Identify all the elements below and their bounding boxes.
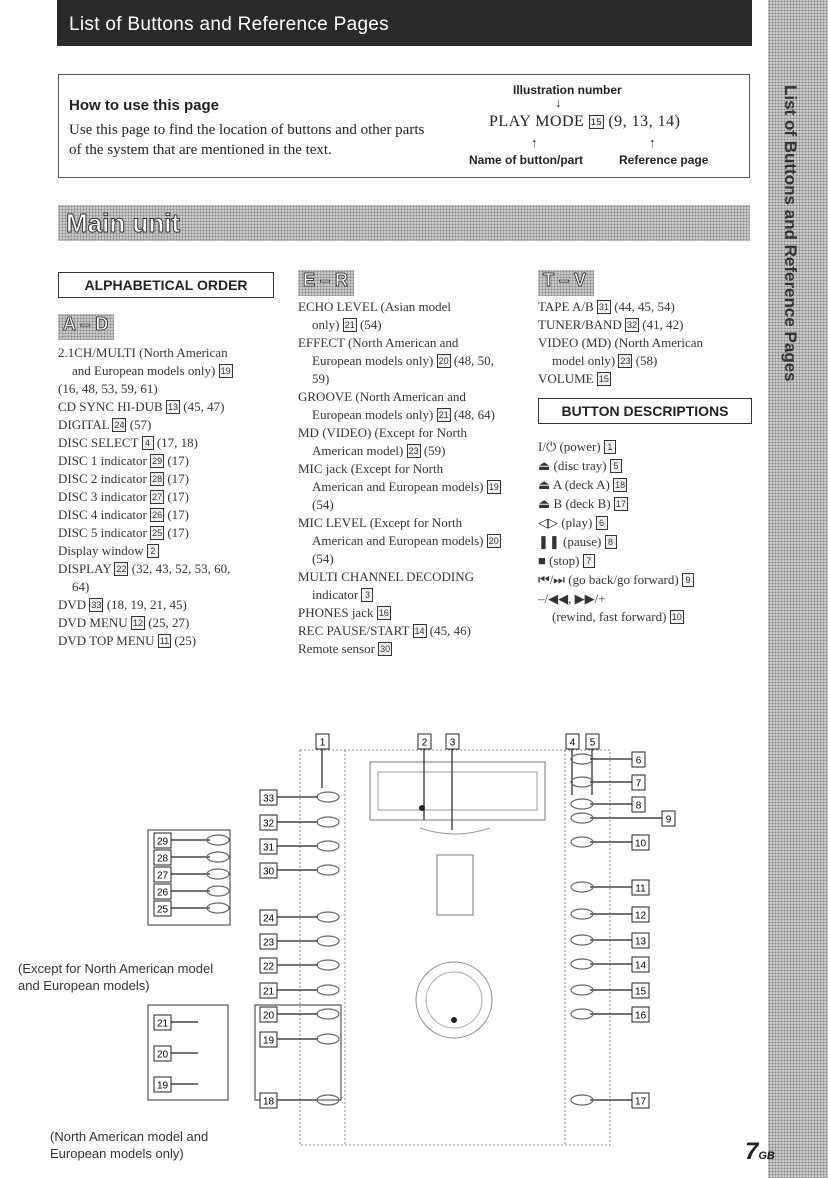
arrow-up-icon: ↑: [531, 135, 538, 150]
callout-number: 22: [262, 961, 275, 973]
callout-badge: [154, 867, 171, 882]
button-entry: [538, 552, 752, 570]
button-name: I/⏻ (power): [538, 439, 604, 454]
illustration-badge: 12: [132, 618, 143, 628]
illustration-badge: 16: [378, 608, 389, 618]
index-entry: [538, 334, 752, 370]
callout-number: 13: [634, 936, 647, 948]
button-shape: [571, 959, 593, 969]
illustration-badge: 31: [598, 302, 609, 312]
button-shape: [317, 841, 339, 851]
entry-name: MD (VIDEO) (Except for North: [298, 425, 467, 440]
index-entry: [538, 370, 752, 388]
callout-badge: [260, 910, 277, 925]
callout-badge: [632, 907, 649, 922]
index-entry: [58, 344, 278, 380]
callout-badge: [154, 850, 171, 865]
entry-pages: (59): [420, 443, 446, 458]
callout-number: 24: [262, 913, 275, 925]
illustration-badge: 5: [610, 459, 622, 473]
callout-number: 18: [262, 1096, 275, 1108]
button-entry: [538, 457, 752, 475]
entry-pages: (17, 18): [153, 435, 198, 450]
callout-number: 21: [156, 1018, 169, 1030]
callout-number: 1: [319, 737, 326, 749]
range-heading-e-r: E – R: [298, 270, 354, 296]
illustration-badge: 7: [583, 554, 595, 568]
callout-badge: [566, 734, 579, 749]
entry-pages: (45, 46): [426, 623, 471, 638]
callout-number: 26: [156, 887, 169, 899]
callout-badge: [632, 880, 649, 895]
entry-name: GROOVE (North American and: [298, 389, 466, 404]
button-shape: [317, 1034, 339, 1044]
illustration-badge: 30: [380, 644, 391, 654]
button-name: ■ (stop): [538, 553, 583, 568]
entry-pages: (17): [164, 489, 190, 504]
entry-name: (16, 48, 53, 59, 61): [58, 381, 158, 396]
entry-name: DVD TOP MENU: [58, 633, 158, 648]
button-descriptions-heading: BUTTON DESCRIPTIONS: [538, 398, 752, 424]
index-entry: [298, 604, 510, 622]
button-shape: [207, 835, 229, 845]
sample-name: PLAY MODE: [489, 113, 585, 130]
button-name-cont: (rewind, fast forward): [552, 609, 670, 624]
illustration-badge: 1: [604, 440, 616, 454]
button-descriptions-list: [538, 438, 752, 627]
entry-name: ECHO LEVEL (Asian model: [298, 299, 451, 314]
illustration-badge: 18: [615, 480, 626, 490]
index-entry: [58, 452, 278, 470]
entry-name: DISC 4 indicator: [58, 507, 151, 522]
callout-badge: [632, 835, 649, 850]
entry-name: VIDEO (MD) (North American: [538, 335, 703, 350]
entry-name: DISC 2 indicator: [58, 471, 151, 486]
callout-badge: [632, 983, 649, 998]
arrow-up-icon: ↑: [649, 135, 656, 150]
callout-number: 25: [156, 904, 169, 916]
index-column-a-d: [58, 344, 278, 650]
entry-pages: (54): [312, 551, 334, 566]
button-entry: [538, 495, 752, 513]
callout-number: 17: [634, 1096, 647, 1108]
callout-badge: [154, 1077, 171, 1092]
entry-pages: (17): [164, 525, 190, 540]
entry-name: 2.1CH/MULTI (North American: [58, 345, 228, 360]
callout-badge: [632, 775, 645, 790]
button-shape: [571, 777, 593, 787]
index-entry: [58, 614, 278, 632]
note-north-american: (North American model and European models only): [50, 1129, 209, 1161]
button-shape: [571, 909, 593, 919]
callout-badge: [154, 901, 171, 916]
entry-continuation: [298, 442, 510, 460]
entry-name: MIC LEVEL (Except for North: [298, 515, 463, 530]
range-heading-t-v: T – V: [538, 270, 594, 296]
entry-continuation: [58, 362, 278, 380]
entry-name: DISPLAY: [58, 561, 115, 576]
index-entry: [298, 460, 510, 514]
button-name: ◁▷ (play): [538, 515, 596, 530]
entry-name: Remote sensor: [298, 641, 379, 656]
entry-name-cont: 64): [72, 579, 90, 594]
entry-continuation: [538, 352, 752, 370]
unit-outline: [300, 750, 610, 1145]
illustration-badge: 8: [605, 535, 617, 549]
callout-badge: [260, 815, 277, 830]
entry-name: MULTI CHANNEL DECODING: [298, 569, 474, 584]
index-entry: [58, 596, 278, 614]
entry-name: EFFECT (North American and: [298, 335, 459, 350]
callout-number: 27: [156, 870, 169, 882]
callout-badge: [154, 1015, 171, 1030]
callout-badge: [154, 833, 171, 848]
title-bar: [57, 0, 752, 46]
button-name: ❚❚ (pause): [538, 534, 605, 549]
index-entry: [58, 470, 278, 488]
illustration-badge: 21: [344, 320, 355, 330]
callout-badge: [260, 1093, 277, 1108]
page-title: List of Buttons and Reference Pages: [69, 14, 389, 35]
button-shape: [571, 813, 593, 823]
index-entry: [298, 640, 510, 658]
callout-number: 6: [635, 755, 642, 767]
callout-badge: [586, 734, 599, 749]
index-entry: [58, 524, 278, 542]
index-entry: [58, 398, 278, 416]
button-shape: [207, 886, 229, 896]
entry-name: DISC SELECT: [58, 435, 142, 450]
callout-number: 10: [634, 838, 647, 850]
howto-title: How to use this page: [69, 97, 220, 114]
illustration-badge: 17: [615, 499, 626, 509]
callout-badge: [154, 1046, 171, 1061]
illustration-badge: 26: [152, 510, 163, 520]
button-shape: [571, 837, 593, 847]
illustration-badge: 11: [159, 636, 170, 646]
callout-badge: [260, 983, 277, 998]
entry-name-cont: only): [312, 317, 343, 332]
entry-pages: (58): [632, 353, 658, 368]
callout-number: 2: [421, 737, 428, 749]
button-entry: [538, 590, 752, 626]
callout-number: 7: [635, 778, 642, 790]
entry-name-cont: American and European models): [312, 533, 487, 548]
callout-number: 20: [156, 1049, 169, 1061]
callout-badge: [418, 734, 431, 749]
button-shape: [317, 792, 339, 802]
index-entry: [538, 316, 752, 334]
entry-continuation: [298, 406, 510, 424]
index-entry: [298, 622, 510, 640]
index-entry: [298, 424, 510, 460]
sample-badge: 15: [590, 117, 602, 127]
callout-number: 3: [449, 737, 456, 749]
entry-continuation: [298, 532, 510, 568]
callout-number: 12: [634, 910, 647, 922]
button-shape: [317, 985, 339, 995]
callout-number: 21: [262, 986, 275, 998]
howto-body: Use this page to find the location of buttons and other parts of the system that are mentioned in the text.: [69, 122, 425, 158]
button-name: ⏏ (disc tray): [538, 458, 610, 473]
entry-pages: (17): [164, 507, 190, 522]
callout-badge: [632, 933, 649, 948]
entry-name: DVD MENU: [58, 615, 131, 630]
callout-badge: [632, 797, 645, 812]
index-entry: [298, 388, 510, 424]
button-shape: [571, 935, 593, 945]
entry-pages: (41, 42): [639, 317, 684, 332]
entry-name-cont: American model): [312, 443, 407, 458]
entry-pages: (17): [164, 471, 190, 486]
illustration-badge: 13: [167, 402, 178, 412]
entry-continuation: [298, 352, 510, 388]
entry-name-cont: European models only): [312, 407, 437, 422]
illustration-badge: 3: [361, 588, 373, 602]
callout-badge: [260, 839, 277, 854]
callout-badge: [632, 1093, 649, 1108]
entry-name: VOLUME: [538, 371, 597, 386]
illustration-badge: 24: [114, 420, 125, 430]
button-shape: [571, 754, 593, 764]
illustration-badge: 28: [152, 474, 163, 484]
button-shape: [317, 817, 339, 827]
button-shape: [571, 882, 593, 892]
entry-name: DISC 1 indicator: [58, 453, 151, 468]
entry-name-cont: indicator: [312, 587, 362, 602]
callout-number: 31: [262, 842, 275, 854]
illustration-label: Illustration number: [513, 83, 622, 97]
button-shape: [571, 1095, 593, 1105]
entry-continuation: [298, 586, 510, 604]
illustration-badge: 9: [682, 573, 694, 587]
callout-number: 11: [635, 883, 646, 895]
sample-entry: [489, 113, 681, 131]
entry-continuation: [538, 608, 752, 626]
entry-name: Display window: [58, 543, 147, 558]
callout-number: 30: [262, 866, 275, 878]
entry-name: DISC 5 indicator: [58, 525, 151, 540]
entry-pages: (18, 19, 21, 45): [103, 597, 187, 612]
callout-dot: [419, 805, 425, 811]
illustration-badge: 22: [116, 564, 127, 574]
index-entry: [58, 560, 278, 596]
ref-label: Reference page: [619, 153, 709, 167]
entry-name: DIGITAL: [58, 417, 113, 432]
index-entry: [298, 298, 510, 334]
illustration-badge: 23: [620, 356, 631, 366]
button-name: ⏏ B (deck B): [538, 496, 614, 511]
alphabetical-heading: ALPHABETICAL ORDER: [58, 272, 274, 298]
sample-pages: (9, 13, 14): [608, 113, 681, 130]
illustration-badge: 6: [596, 516, 608, 530]
entry-continuation: [298, 316, 510, 334]
callout-badge: [260, 958, 277, 973]
index-entry: [58, 380, 278, 398]
section-band: [58, 205, 750, 241]
page-number-digit: 7: [745, 1138, 759, 1165]
name-label: Name of button/part: [469, 153, 583, 167]
entry-name: DISC 3 indicator: [58, 489, 151, 504]
range-heading-a-d: A – D: [58, 314, 114, 340]
illustration-badge: 19: [220, 366, 231, 376]
entry-name: REC PAUSE/START: [298, 623, 413, 638]
side-tab-label: List of Buttons and Reference Pages: [781, 85, 800, 382]
entry-name-cont: European models only): [312, 353, 437, 368]
button-name: ⏮/⏭ (go back/go forward): [538, 572, 682, 587]
button-entry: [538, 438, 752, 456]
section-title: Main unit: [66, 208, 181, 238]
button-entry: [538, 514, 752, 532]
entry-name: PHONES jack: [298, 605, 377, 620]
entry-pages: (54): [356, 317, 382, 332]
entry-pages: (25, 27): [144, 615, 190, 630]
callout-badge: [632, 752, 645, 767]
entry-name: TUNER/BAND: [538, 317, 626, 332]
index-column-t-v: [538, 298, 752, 388]
entry-pages: (32, 43, 52, 53, 60,: [128, 561, 231, 576]
callout-number: 28: [156, 853, 169, 865]
index-entry: [58, 488, 278, 506]
howto-box: [58, 74, 750, 178]
button-shape: [317, 1009, 339, 1019]
button-shape: [207, 903, 229, 913]
button-shape: [571, 985, 593, 995]
button-shape: [207, 869, 229, 879]
callout-number: 29: [156, 836, 169, 848]
illustration-badge: 10: [671, 612, 682, 622]
callout-badge: [260, 863, 277, 878]
index-column-e-r: [298, 298, 510, 658]
entry-pages: (54): [312, 497, 334, 512]
entry-pages: (45, 47): [180, 399, 225, 414]
illustration-badge: 19: [488, 482, 499, 492]
callout-badge: [260, 1032, 277, 1047]
entry-name: CD SYNC HI-DUB: [58, 399, 166, 414]
entry-pages: (48, 50, 59): [312, 353, 494, 386]
button-shape: [317, 936, 339, 946]
illustration-badge: 4: [142, 436, 154, 450]
callout-badge: [662, 811, 675, 826]
page-number: [745, 1138, 775, 1166]
callout-badge: [632, 957, 649, 972]
illustration-badge: 20: [438, 356, 449, 366]
callout-number: 14: [634, 960, 647, 972]
callout-badge: [260, 1007, 277, 1022]
button-shape: [317, 865, 339, 875]
entry-pages: (48, 64): [450, 407, 495, 422]
index-entry: [298, 514, 510, 568]
entry-name-cont: and European models only): [72, 363, 219, 378]
callout-number: 15: [634, 986, 647, 998]
page-number-suffix: GB: [758, 1150, 775, 1162]
entry-pages: (17): [164, 453, 190, 468]
button-shape: [317, 912, 339, 922]
button-name: –/◀◀, ▶▶/+: [538, 591, 606, 606]
callout-number: 9: [665, 814, 672, 826]
illustration-badge: 20: [488, 536, 499, 546]
illustration-badge: 14: [414, 626, 425, 636]
main-unit-diagram: [0, 700, 760, 1170]
illustration-badge: 21: [438, 410, 449, 420]
illustration-badge: 27: [152, 492, 163, 502]
arrow-down-icon: ↓: [555, 95, 562, 110]
callout-number: 16: [634, 1010, 647, 1022]
callout-number: 20: [262, 1010, 275, 1022]
callout-badge: [632, 1007, 649, 1022]
entry-name: TAPE A/B: [538, 299, 597, 314]
callout-badge: [260, 934, 277, 949]
index-entry: [298, 334, 510, 388]
entry-continuation: [298, 478, 510, 514]
callout-number: 19: [262, 1035, 275, 1047]
callout-badge: [154, 884, 171, 899]
illustration-badge: 23: [408, 446, 419, 456]
button-shape: [571, 799, 593, 809]
index-entry: [538, 298, 752, 316]
button-entry: [538, 571, 752, 589]
index-entry: [58, 632, 278, 650]
callout-badge: [446, 734, 459, 749]
entry-name-cont: model only): [552, 353, 619, 368]
index-entry: [58, 416, 278, 434]
button-name: ⏏ A (deck A): [538, 477, 614, 492]
callout-dot: [451, 1017, 457, 1023]
entry-pages: (44, 45, 54): [610, 299, 675, 314]
callout-number: 5: [589, 737, 596, 749]
index-entry: [58, 506, 278, 524]
entry-name: MIC jack (Except for North: [298, 461, 444, 476]
entry-pages: (25): [171, 633, 197, 648]
callout-number: 19: [156, 1080, 169, 1092]
illustration-badge: 2: [147, 544, 159, 558]
entry-name: DVD: [58, 597, 90, 612]
index-entry: [298, 568, 510, 604]
callout-number: 33: [262, 793, 275, 805]
callout-number: 4: [569, 737, 576, 749]
illustration-badge: 25: [152, 528, 163, 538]
note-except-models: (Except for North American model and European models): [18, 961, 214, 993]
button-shape: [317, 960, 339, 970]
illustration-badge: 32: [627, 320, 638, 330]
button-shape: [207, 852, 229, 862]
callout-number: 32: [262, 818, 275, 830]
button-entry: [538, 533, 752, 551]
illustration-badge: 29: [152, 456, 163, 466]
callout-number: 23: [262, 937, 275, 949]
entry-pages: (57): [126, 417, 152, 432]
entry-continuation: [58, 578, 278, 596]
callout-badge: [260, 790, 277, 805]
button-entry: [538, 476, 752, 494]
callout-number: 8: [635, 800, 642, 812]
illustration-badge: 15: [598, 374, 609, 384]
button-shape: [571, 1009, 593, 1019]
index-entry: [58, 434, 278, 452]
entry-name-cont: American and European models): [312, 479, 487, 494]
index-entry: [58, 542, 278, 560]
illustration-badge: 33: [91, 600, 102, 610]
callout-badge: [316, 734, 329, 749]
